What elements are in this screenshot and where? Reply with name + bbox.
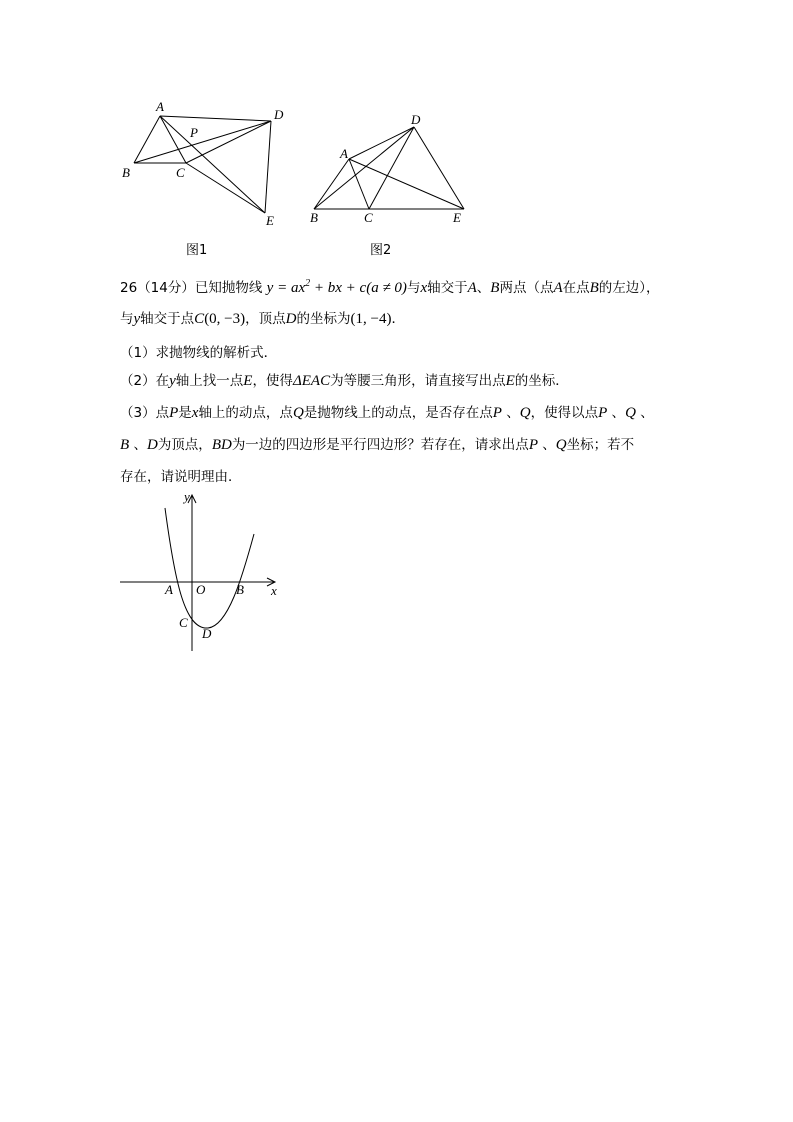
question-3-line-1: （3）点P是x轴上的动点，点Q是抛物线上的动点，是否存在点P 、Q，使得以点P 、Q 、 [120, 405, 654, 421]
question-3-line-3: 存在，请说明理由． [120, 469, 242, 485]
figure-2-caption: 图2 [370, 243, 392, 258]
parabola-graph-diagram [115, 488, 295, 658]
fig2-label-a: A [340, 146, 348, 161]
graph-label-d: D [202, 626, 212, 641]
graph-label-a: A [165, 582, 173, 597]
graph-label-c: C [179, 615, 188, 630]
fig2-label-b: B [310, 210, 318, 225]
question-2: （2）在y轴上找一点E，使得ΔEAC为等腰三角形，请直接写出点E的坐标． [120, 373, 569, 389]
fig2-label-c: C [364, 210, 373, 225]
graph-label-x: x [271, 583, 277, 598]
fig1-label-d: D [274, 107, 284, 122]
fig1-label-c: C [176, 165, 185, 180]
figure-1-caption: 图1 [186, 243, 208, 258]
fig1-label-p: P [190, 125, 198, 140]
figure-2-diagram [300, 110, 480, 230]
figure-1 [110, 95, 310, 235]
problem-line-2: 与y轴交于点C(0, −3)，顶点D的坐标为(1, −4)． [120, 311, 405, 327]
problem-line-1: 26（14分）已知抛物线 $y = ax^2$ + bx + c(a ≠ 0)与x轴交于A、B两点（点A在点B的左边）， [120, 278, 660, 296]
graph-label-y: y [184, 489, 190, 504]
question-1: （1）求抛物线的解析式． [120, 345, 278, 361]
fig2-label-d: D [411, 112, 421, 127]
fig2-label-e: E [453, 210, 461, 225]
fig1-label-e: E [266, 213, 274, 228]
figure-1-diagram [110, 95, 310, 235]
figure-2 [300, 110, 480, 230]
graph-label-o: O [196, 582, 206, 597]
equation: $y = ax^2$ + bx + c(a ≠ 0) [266, 278, 407, 296]
parabola-graph [115, 488, 295, 658]
fig1-label-a: A [156, 99, 164, 114]
fig1-label-b: B [122, 165, 130, 180]
question-3-line-2: B 、D为顶点，BD为一边的四边形是平行四边形？若存在，请求出点P 、Q坐标；若不 [120, 437, 635, 453]
graph-label-b: B [236, 582, 244, 597]
